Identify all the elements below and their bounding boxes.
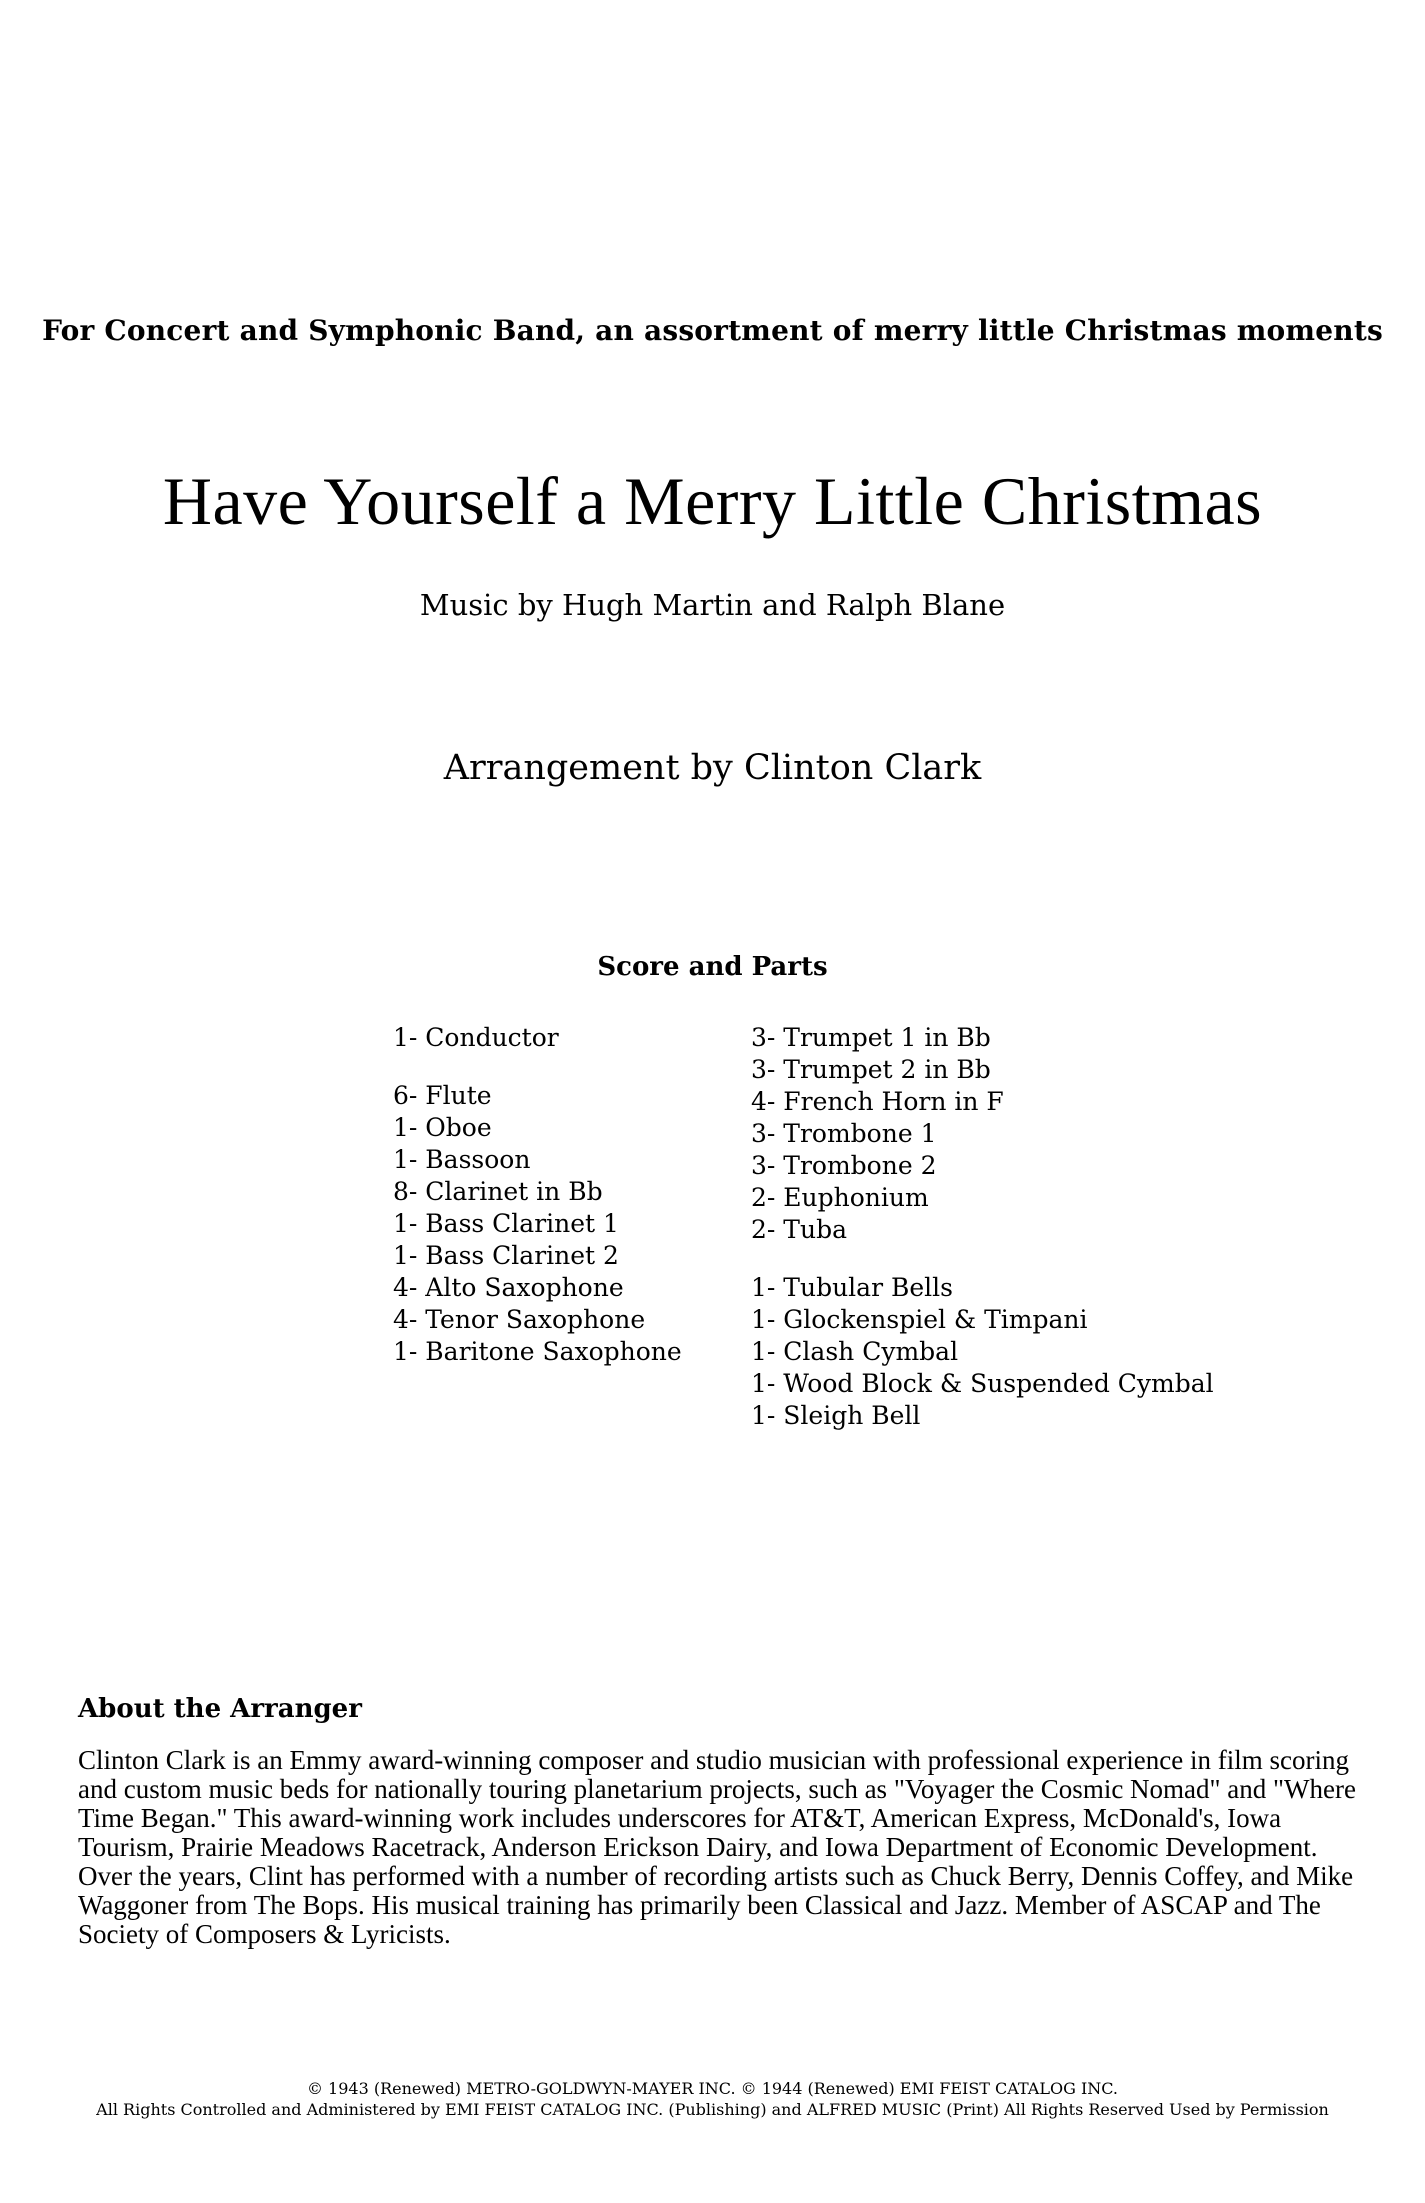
part-list-item: 4- Alto Saxophone	[393, 1273, 624, 1302]
part-list-item: 1- Conductor	[393, 1023, 559, 1052]
parts-column-right	[751, 1022, 1214, 1432]
part-list-item: 4- French Horn in F	[751, 1087, 1004, 1116]
part-group	[393, 1080, 682, 1368]
parts-column-left	[393, 1022, 682, 1368]
part-list-item: 1- Baritone Saxophone	[393, 1337, 682, 1366]
part-list-item: 1- Wood Block & Suspended Cymbal	[751, 1369, 1214, 1398]
part-group	[751, 1272, 1214, 1432]
part-list-item: 3- Trumpet 1 in Bb	[751, 1023, 991, 1052]
copyright-footer	[0, 2078, 1425, 2120]
about-arranger-body: Clinton Clark is an Emmy award-winning composer and studio musician with professional experience in film scoring and custom music beds for nationally touring planetarium projects, such as "Voyager the Cosmic Nomad" and "Where Time Began." This award-winning work includes underscores for AT&T, American Express, McDonald's, Iowa Tourism, Prairie Meadows Racetrack, Anderson Erickson Dairy, and Iowa Department of Economic Development. Over the years, Clint has performed with a number of recording artists such as Chuck Berry, Dennis Coffey, and Mike Waggoner from The Bops. His musical training has primarily been Classical and Jazz. Member of ASCAP and The Society of Composers & Lyricists.	[78, 1745, 1357, 1949]
part-list-item: 1- Glockenspiel & Timpani	[751, 1305, 1088, 1334]
score-and-parts-heading: Score and Parts	[597, 952, 828, 982]
part-list-item: 2- Euphonium	[751, 1183, 929, 1212]
part-group	[751, 1022, 1214, 1246]
part-list-item: 3- Trumpet 2 in Bb	[751, 1055, 991, 1084]
about-arranger-heading: About the Arranger	[78, 1694, 362, 1724]
part-list-item: 4- Tenor Saxophone	[393, 1305, 646, 1334]
part-list-item: 1- Tubular Bells	[751, 1273, 953, 1302]
part-list-item: 3- Trombone 2	[751, 1151, 937, 1180]
part-list-item: 1- Clash Cymbal	[751, 1337, 959, 1366]
arranger-credit: Arrangement by Clinton Clark	[443, 748, 982, 788]
composer-credit: Music by Hugh Martin and Ralph Blane	[419, 588, 1006, 622]
part-list-item: 1- Bass Clarinet 2	[393, 1241, 619, 1270]
part-list-item: 6- Flute	[393, 1081, 492, 1110]
part-list-item: 1- Oboe	[393, 1113, 492, 1142]
part-list-item: 2- Tuba	[751, 1215, 847, 1244]
copyright-line-2: All Rights Controlled and Administered by EMI FEIST CATALOG INC. (Publishing) and ALFRED MUSIC (Print) All Rights Reserved Used by Permission	[96, 2100, 1329, 2119]
part-list-item: 1- Bass Clarinet 1	[393, 1209, 619, 1238]
part-list-item: 1- Bassoon	[393, 1145, 531, 1174]
part-list-item: 8- Clarinet in Bb	[393, 1177, 603, 1206]
part-list-item: 1- Sleigh Bell	[751, 1401, 921, 1430]
page-title: Have Yourself a Merry Little Christmas	[162, 463, 1263, 539]
part-group	[393, 1022, 682, 1054]
copyright-line-1: © 1943 (Renewed) METRO-GOLDWYN-MAYER INC. © 1944 (Renewed) EMI FEIST CATALOG INC.	[306, 2079, 1119, 2098]
part-list-item: 3- Trombone 1	[751, 1119, 937, 1148]
tagline: For Concert and Symphonic Band, an assortment of merry little Christmas moments	[42, 314, 1383, 347]
